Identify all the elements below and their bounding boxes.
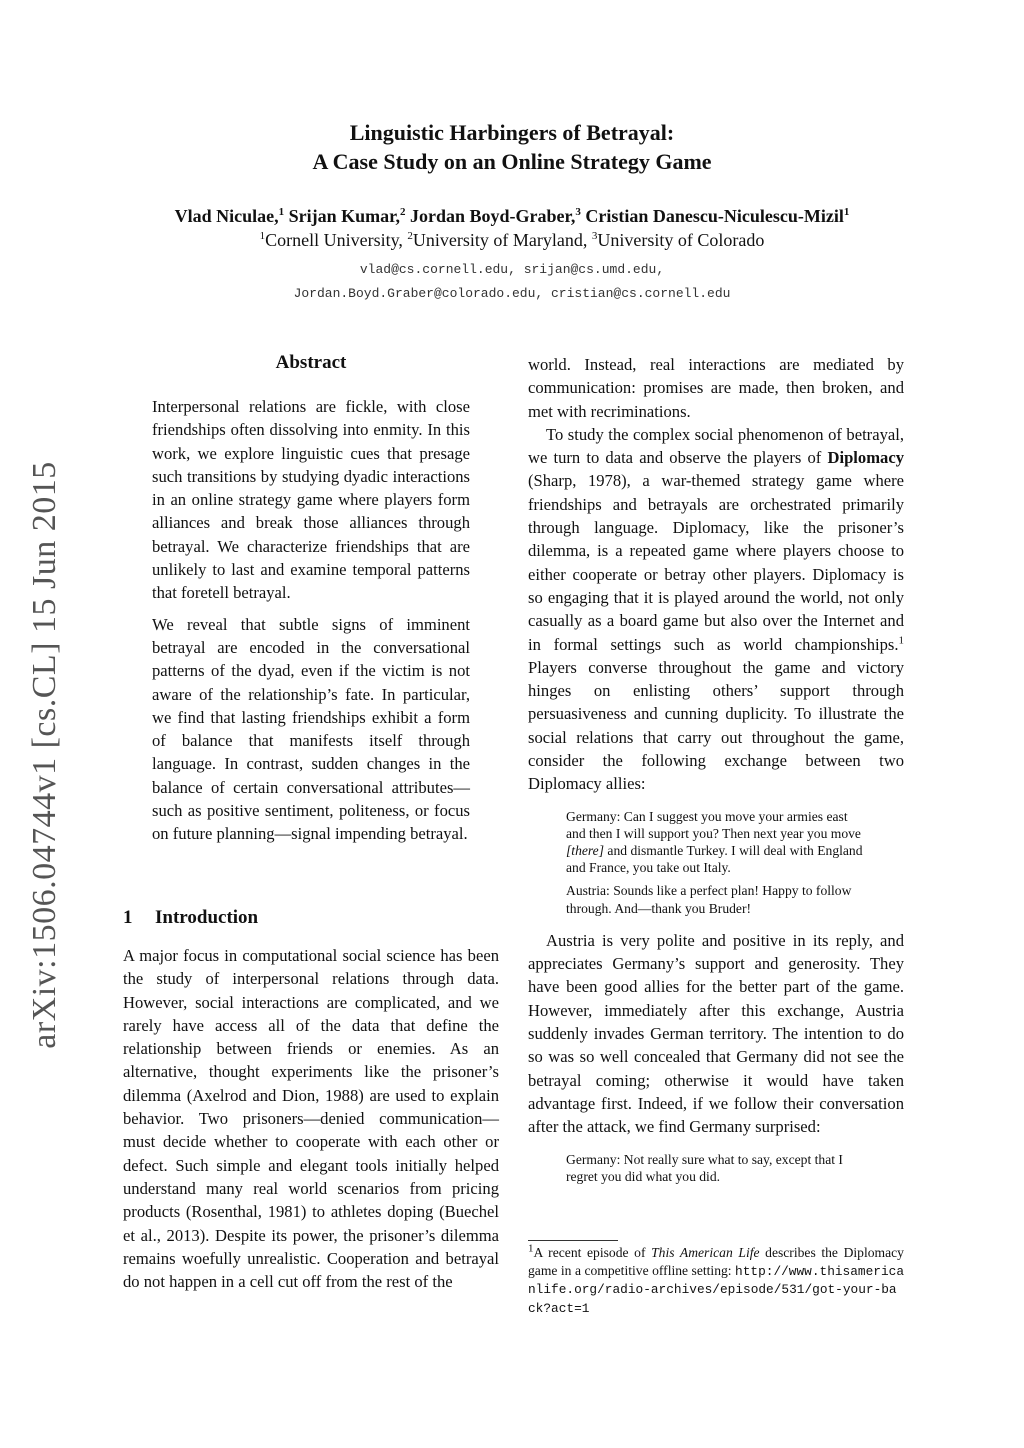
author-2: Srijan Kumar, bbox=[288, 206, 401, 226]
show-title: This American Life bbox=[651, 1245, 760, 1260]
introduction-body bbox=[123, 944, 499, 1293]
dialogue-quote-1 bbox=[566, 808, 866, 917]
intro-paragraph-1: A major focus in computational social science has been the study of interpersonal relations through data. However, social interactions are complicated, and we rarely have access all of the data that define the relationship between friends or enemies. As an alternative, thought experiments like the prisoner’s dilemma (Axelrod and Dion, 1988) are used to explain behavior. Two prisoners—denied communication—must decide whether to cooperate with each other or defect. Such simple and elegant tools initially helped understand many real world scenarios from pricing products (Rosenthal, 1981) to athletes doping (Buechel et al., 2013). Despite its power, the prisoner’s dilemma remains woefully unrealistic. Cooperation and betrayal do not happen in a cell cut off from the rest of the bbox=[123, 946, 499, 1292]
diplomacy-bold: Diplomacy bbox=[827, 448, 904, 468]
footnote-1: $^1$A recent episode of This American Life describes the Diplomacy game in a competitive offline setting: http://www.thisamericanlife.org/radio-archives/episode/531/got-your-back?act=1 bbox=[528, 1242, 904, 1316]
right-paragraph-2: To study the complex social phenomenon of betrayal, we turn to data and observe the players of Diplomacy (Sharp, 1978), a war-themed strategy game where friendships and betrayals are orchestrated primarily through language. Diplomacy, like the prisoner’s dilemma, is a repeated game where players choose to either cooperate or betray other players. Diplomacy is so engaging that it is played around the world, not only casually as a board game but also over the Internet and in formal settings such as world championships.$^1$ Players converse throughout the game and victory hinges on enlisting others’ support through persuasiveness and cunning duplicity. To illustrate the social relations that carry out throughout the game, consider the following exchange between two Diplomacy allies: bbox=[528, 424, 904, 794]
footnote-divider bbox=[528, 1240, 618, 1241]
emails-line-2: Jordan.Boyd.Graber@colorado.edu, cristian@cs.cornell.edu bbox=[293, 286, 731, 301]
footnote-url[interactable]: http://www.thisamericanlife.org/radio-archives/episode/531/got-your-back?act=1 bbox=[528, 1263, 904, 1316]
quote-germany-2: Germany: Not really sure what to say, except that I regret you did what you did. bbox=[566, 1151, 843, 1184]
right-paragraph-3: Austria is very polite and positive in its reply, and appreciates Germany’s support and generosity. They have been good allies for the better part of the game. However, immediately after this exchange, Austria suddenly invades German territory. The intention to do so was so well concealed that Germany did not see the betrayal coming; otherwise it would have taken advantage first. Indeed, if we follow their conversation after the attack, we find Germany surprised: bbox=[528, 930, 904, 1137]
introduction-heading bbox=[123, 907, 258, 929]
affiliation-1: Cornell University, bbox=[265, 230, 408, 250]
right-column bbox=[528, 353, 904, 1197]
abstract-paragraph-2: We reveal that subtle signs of imminent betrayal are encoded in the conversational patterns of the dyad, even if the victim is not aware of the relationship’s fate. In particular, we find that lasting friendships exhibit a form of balance that manifests itself through language. In contrast, sudden changes in the balance of certain conversational attributes—such as positive sentiment, politeness, or focus on future planning—signal impending betrayal. bbox=[152, 614, 470, 844]
paper-title bbox=[100, 118, 924, 176]
author-names: Vlad Niculae,$^1$ Srijan Kumar,$^2$ Jordan Boyd-Graber,$^3$ Cristian Danescu-Niculescu-Mizil$^1$ bbox=[174, 206, 850, 226]
dialogue-quote-2 bbox=[566, 1151, 866, 1185]
title-line-1: Linguistic Harbingers of Betrayal: bbox=[349, 120, 675, 145]
author-3: Jordan Boyd-Graber, bbox=[410, 206, 576, 226]
affiliation-3: University of Colorado bbox=[597, 230, 765, 250]
author-block bbox=[100, 204, 924, 252]
right-paragraph-1: world. Instead, real interactions are mediated by communication: promises are made, then broken, and met with recriminations. bbox=[528, 355, 904, 421]
arxiv-identifier: arXiv:1506.04744v1 [cs.CL] 15 Jun 2015 bbox=[26, 461, 63, 1049]
emails-line-1: vlad@cs.cornell.edu, srijan@cs.umd.edu, bbox=[359, 262, 665, 277]
abstract-body bbox=[152, 395, 470, 846]
abstract-heading: Abstract bbox=[275, 352, 347, 373]
author-4: Cristian Danescu-Niculescu-Mizil bbox=[585, 206, 844, 226]
title-line-2: A Case Study on an Online Strategy Game bbox=[312, 149, 712, 174]
section-title: Introduction bbox=[155, 907, 259, 928]
footnote-mark: 1 bbox=[528, 1242, 534, 1255]
quote-germany: Germany: Can I suggest you move your armies east and then I will support you? Then next year you move [there] and dismantle Turkey. I will deal with England and France, you take out Italy. bbox=[566, 808, 863, 876]
affiliations: $^1$Cornell University, $^2$University of Maryland, $^3$University of Colorado bbox=[259, 230, 765, 250]
arxiv-sidebar-stamp bbox=[18, 455, 72, 1055]
footnote-ref: 1 bbox=[898, 634, 904, 647]
affiliation-2: University of Maryland, bbox=[412, 230, 592, 250]
author-emails bbox=[100, 258, 924, 306]
abstract-paragraph-1: Interpersonal relations are fickle, with close friendships often dissolving into enmity. In this work, we explore linguistic cues that presage such transitions by studying dyadic interactions in an online strategy game where players form alliances and break those alliances through betrayal. We characterize friendships that are unlikely to last and examine temporal patterns that foretell betrayal. bbox=[152, 397, 470, 603]
author-1: Vlad Niculae, bbox=[174, 206, 279, 226]
quote-austria: Austria: Sounds like a perfect plan! Happy to follow through. And—thank you Bruder! bbox=[566, 883, 852, 916]
section-number: 1 bbox=[123, 907, 133, 928]
